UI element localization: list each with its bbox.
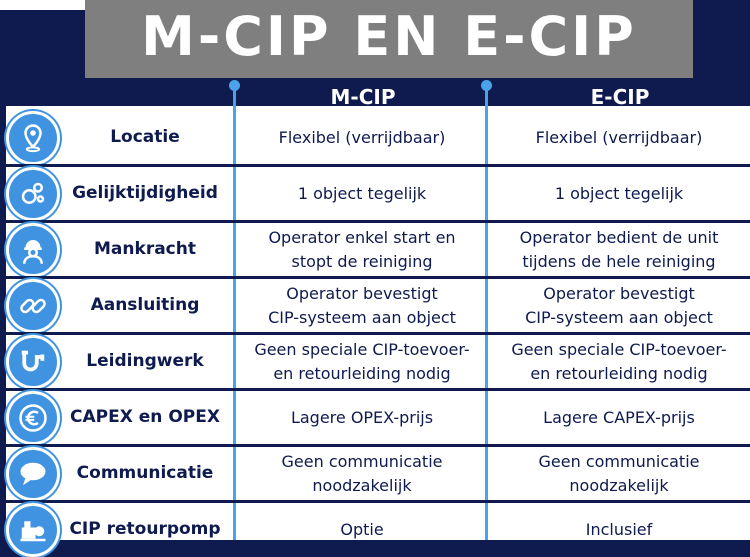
cell-line: Operator bedient de unit xyxy=(519,228,719,247)
pump-icon xyxy=(6,503,60,557)
cell-ecip xyxy=(492,226,746,274)
row-label: CAPEX en OPEX xyxy=(70,407,220,427)
cell-mcip xyxy=(240,518,484,542)
cell-line: Optie xyxy=(340,520,384,539)
cell-mcip xyxy=(240,338,484,386)
row-separator xyxy=(6,276,750,279)
speech-bubble-icon xyxy=(6,447,60,501)
cell-line: CIP-systeem aan object xyxy=(525,308,713,327)
cell-line: tijdens de hele reiniging xyxy=(522,252,716,271)
cell-line: CIP-systeem aan object xyxy=(268,308,456,327)
row-label: Communicatie xyxy=(76,463,214,483)
column-header-ecip: E-CIP xyxy=(590,85,650,109)
row-separator xyxy=(6,164,750,167)
cell-line: en retourleiding nodig xyxy=(273,364,451,383)
cell-line: 1 object tegelijk xyxy=(297,184,427,203)
cell-line: noodzakelijk xyxy=(569,476,669,495)
cell-ecip xyxy=(492,450,746,498)
row-separator xyxy=(6,220,750,223)
row-label: Locatie xyxy=(110,127,180,147)
cell-ecip xyxy=(492,406,746,430)
cell-line: Flexibel (verrijdbaar) xyxy=(278,128,446,147)
chain-link-icon xyxy=(6,279,60,333)
cell-line: stopt de reiniging xyxy=(291,252,433,271)
row-label: CIP retourpomp xyxy=(69,519,221,539)
cell-line: en retourleiding nodig xyxy=(530,364,708,383)
cell-line: Operator bevestigt xyxy=(286,284,438,303)
cell-line: Geen communicatie xyxy=(281,452,443,471)
cell-line: Operator enkel start en xyxy=(268,228,456,247)
cell-mcip xyxy=(240,282,484,330)
row-separator xyxy=(6,500,750,503)
euro-icon xyxy=(6,391,60,445)
cell-line: Inclusief xyxy=(585,520,653,539)
worker-icon xyxy=(6,223,60,277)
row-separator xyxy=(6,332,750,335)
cell-ecip xyxy=(492,182,746,206)
cell-mcip xyxy=(240,406,484,430)
pipe-icon xyxy=(6,335,60,389)
column-divider xyxy=(233,86,236,540)
page-title: M-CIP EN E-CIP xyxy=(141,5,637,68)
column-divider-dot xyxy=(229,80,240,91)
column-header-mcip: M-CIP xyxy=(330,85,396,109)
cell-ecip xyxy=(492,338,746,386)
bubbles-icon xyxy=(6,167,60,221)
cell-ecip xyxy=(492,518,746,542)
row-label: Aansluiting xyxy=(90,295,200,315)
column-divider xyxy=(485,86,488,540)
column-divider-dot xyxy=(481,80,492,91)
cell-line: Flexibel (verrijdbaar) xyxy=(535,128,703,147)
cell-line: Geen communicatie xyxy=(538,452,700,471)
cell-mcip xyxy=(240,182,484,206)
row-separator xyxy=(6,388,750,391)
title-banner xyxy=(85,0,693,78)
cell-mcip xyxy=(240,450,484,498)
cell-line: Lagere CAPEX-prijs xyxy=(543,408,695,427)
cell-line: Geen speciale CIP-toevoer- xyxy=(511,340,727,359)
cell-mcip xyxy=(240,226,484,274)
cell-mcip xyxy=(240,126,484,150)
cell-ecip xyxy=(492,126,746,150)
row-label: Leidingwerk xyxy=(86,351,204,371)
row-separator xyxy=(6,444,750,447)
cell-line: Lagere OPEX-prijs xyxy=(290,408,434,427)
cell-line: 1 object tegelijk xyxy=(554,184,684,203)
corner-accent xyxy=(0,0,85,10)
cell-line: Operator bevestigt xyxy=(543,284,695,303)
table-header xyxy=(236,84,750,110)
row-label: Gelijktijdigheid xyxy=(72,183,218,203)
row-label: Mankracht xyxy=(94,239,196,259)
cell-ecip xyxy=(492,282,746,330)
cell-line: Geen speciale CIP-toevoer- xyxy=(254,340,470,359)
location-pin-icon xyxy=(6,111,60,165)
cell-line: noodzakelijk xyxy=(312,476,412,495)
